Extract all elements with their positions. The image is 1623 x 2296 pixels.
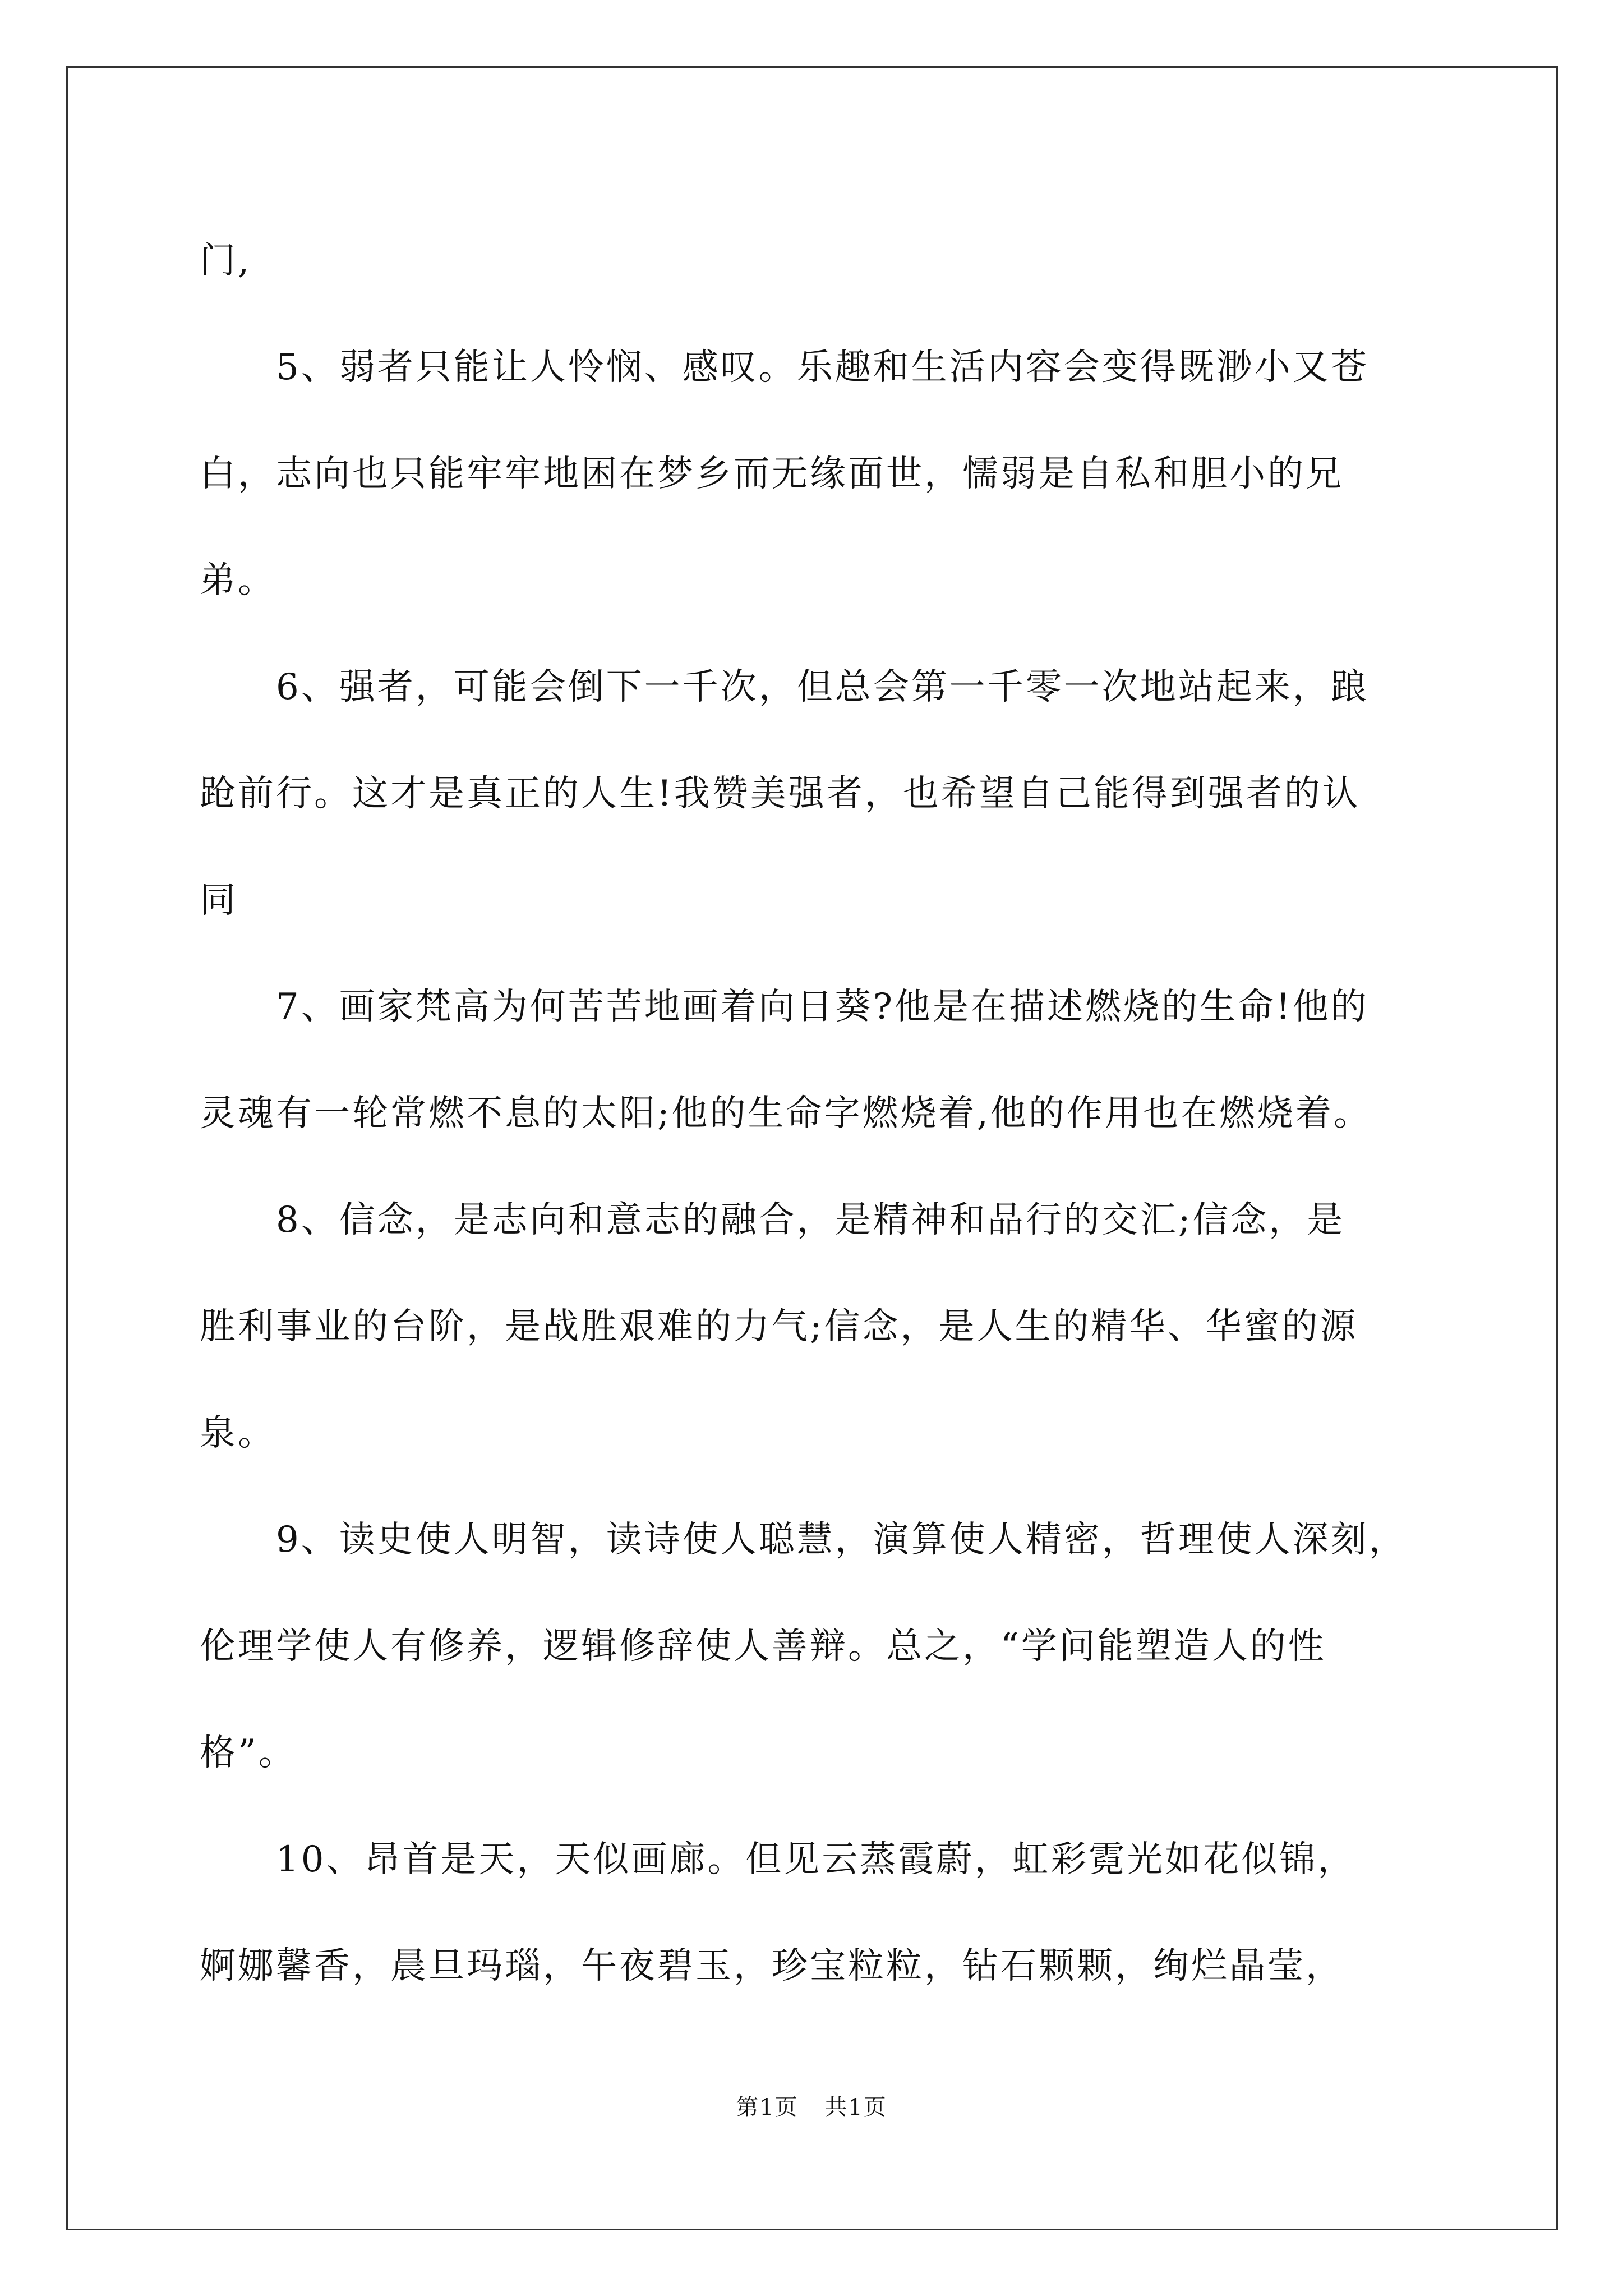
paragraph-10-line-2: 婀娜馨香，晨旦玛瑙，午夜碧玉，珍宝粒粒，钻石颗颗，绚烂晶莹， [200,1945,1344,1987]
page-total: 共1页 [824,2095,887,2120]
page-number: 第1页 [736,2095,799,2120]
paragraph-9-line-2: 伦理学使人有修养，逻辑修辞使人善辩。总之，“学问能塑造人的性 [200,1626,1326,1667]
paragraph-8-line-3: 泉。 [200,1412,276,1454]
paragraph-8-line-2: 胜利事业的台阶，是战胜艰难的力气;信念，是人生的精华、华蜜的源 [200,1306,1358,1347]
page-footer [0,2090,1623,2122]
paragraph-5-line-1: 5、弱者只能让人怜悯、感叹。乐趣和生活内容会变得既渺小又苍 [276,347,1369,388]
paragraph-7-line-2: 灵魂有一轮常燃不息的太阳;他的生命字燃烧着,他的作用也在燃烧着。 [200,1093,1372,1134]
paragraph-8-line-1: 8、信念，是志向和意志的融合，是精神和品行的交汇;信念，是 [276,1199,1345,1241]
paragraph-5-line-2: 白，志向也只能牢牢地困在梦乡而无缘面世，懦弱是自私和胆小的兄 [200,453,1344,495]
paragraph-6-line-3: 同 [200,880,238,921]
paragraph-10-line-1: 10、昂首是天，天似画廊。但见云蒸霞蔚，虹彩霓光如花似锦， [276,1839,1356,1880]
paragraph-9-line-3: 格”。 [200,1732,297,1774]
paragraph-5-line-3: 弟。 [200,560,276,601]
paragraph-6-line-2: 跄前行。这才是真正的人生!我赞美强者，也希望自己能得到强者的认 [200,773,1361,815]
paragraph-6-line-1: 6、强者，可能会倒下一千次，但总会第一千零一次地站起来，踉 [276,666,1369,708]
document-body [200,208,1424,2019]
paragraph-9-line-1: 9、读史使人明智，读诗使人聪慧，演算使人精密，哲理使人深刻， [276,1519,1407,1561]
text-line: 门, [200,240,252,282]
paragraph-7-line-1: 7、画家梵高为何苦苦地画着向日葵?他是在描述燃烧的生命!他的 [276,986,1369,1028]
